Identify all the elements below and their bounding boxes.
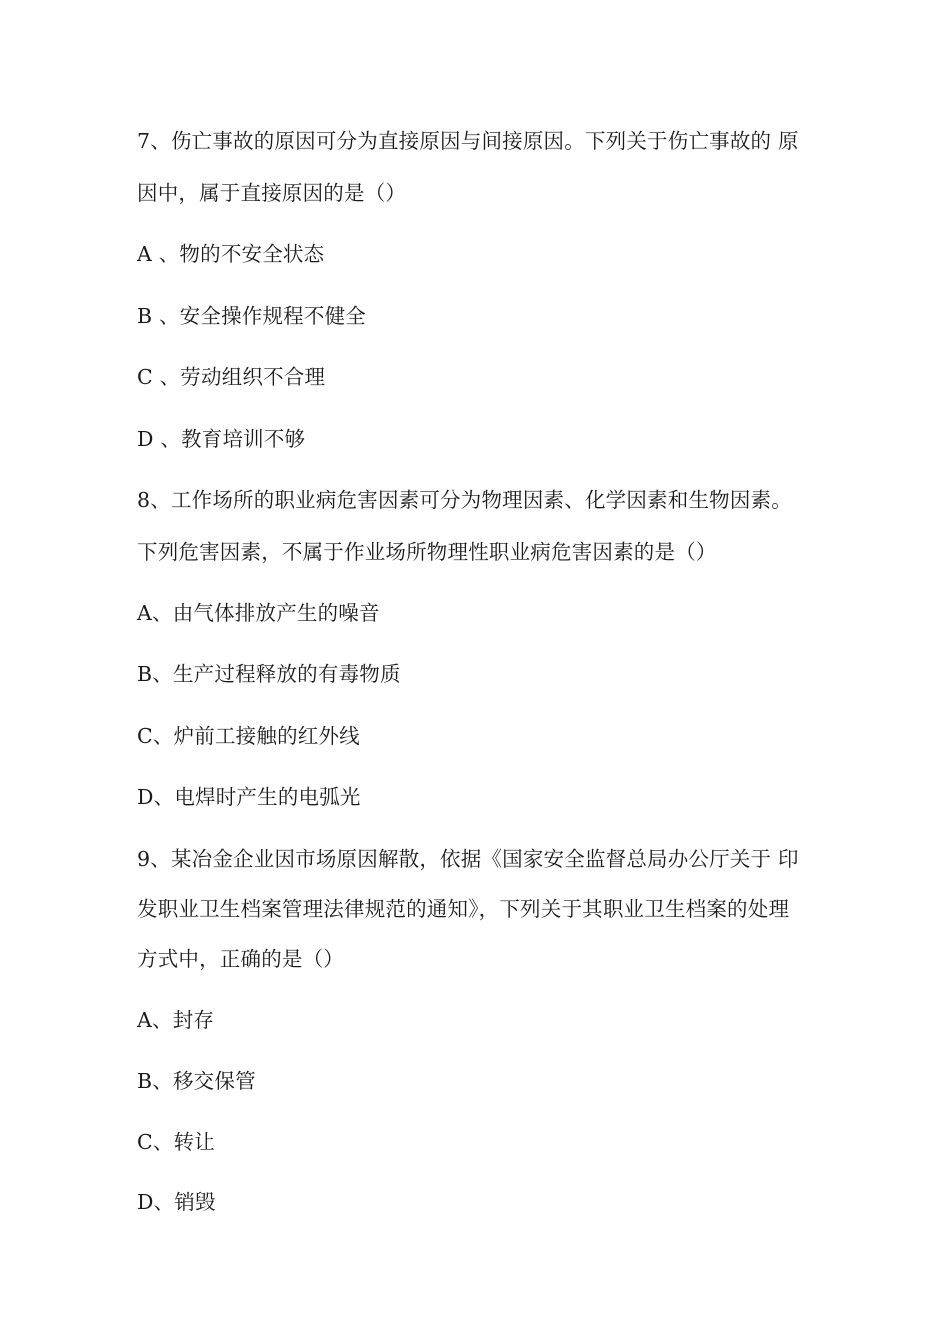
question-8-option-a: A、由气体排放产生的噪音	[137, 601, 380, 625]
question-7-option-d: D 、教育培训不够	[137, 427, 306, 451]
question-9-option-b: B、移交保管	[137, 1069, 256, 1093]
question-8-option-b: B、生产过程释放的有毒物质	[137, 662, 401, 686]
question-9-option-d: D、销毁	[137, 1190, 216, 1214]
question-7-text-line-2: 因中，属于直接原因的是（）	[137, 181, 407, 205]
question-8-text-line-2: 下列危害因素，不属于作业场所物理性职业病危害因素的是（）	[137, 540, 717, 564]
question-9-text-line-1: 9、某冶金企业因市场原因解散，依据《国家安全监督总局办公厅关于 印	[137, 847, 799, 871]
question-9-text-line-2: 发职业卫生档案管理法律规范的通知》，下列关于其职业卫生档案的处理	[137, 897, 790, 921]
question-9-text-line-3: 方式中，正确的是（）	[137, 947, 344, 971]
question-7-text-line-1: 7、伤亡事故的原因可分为直接原因与间接原因。下列关于伤亡事故的 原	[137, 129, 799, 153]
question-9-option-a: A、封存	[137, 1008, 215, 1032]
question-8-text-line-1: 8、工作场所的职业病危害因素可分为物理因素、化学因素和生物因素。	[137, 488, 792, 512]
question-8-option-c: C、炉前工接触的红外线	[137, 724, 360, 748]
question-7-option-a: A 、物的不安全状态	[137, 242, 325, 266]
question-8-option-d: D、电焊时产生的电弧光	[137, 785, 361, 809]
question-7-option-c: C 、劳动组织不合理	[137, 365, 326, 389]
question-9-option-c: C、转让	[137, 1130, 215, 1154]
question-7-option-b: B 、安全操作规程不健全	[137, 304, 366, 328]
